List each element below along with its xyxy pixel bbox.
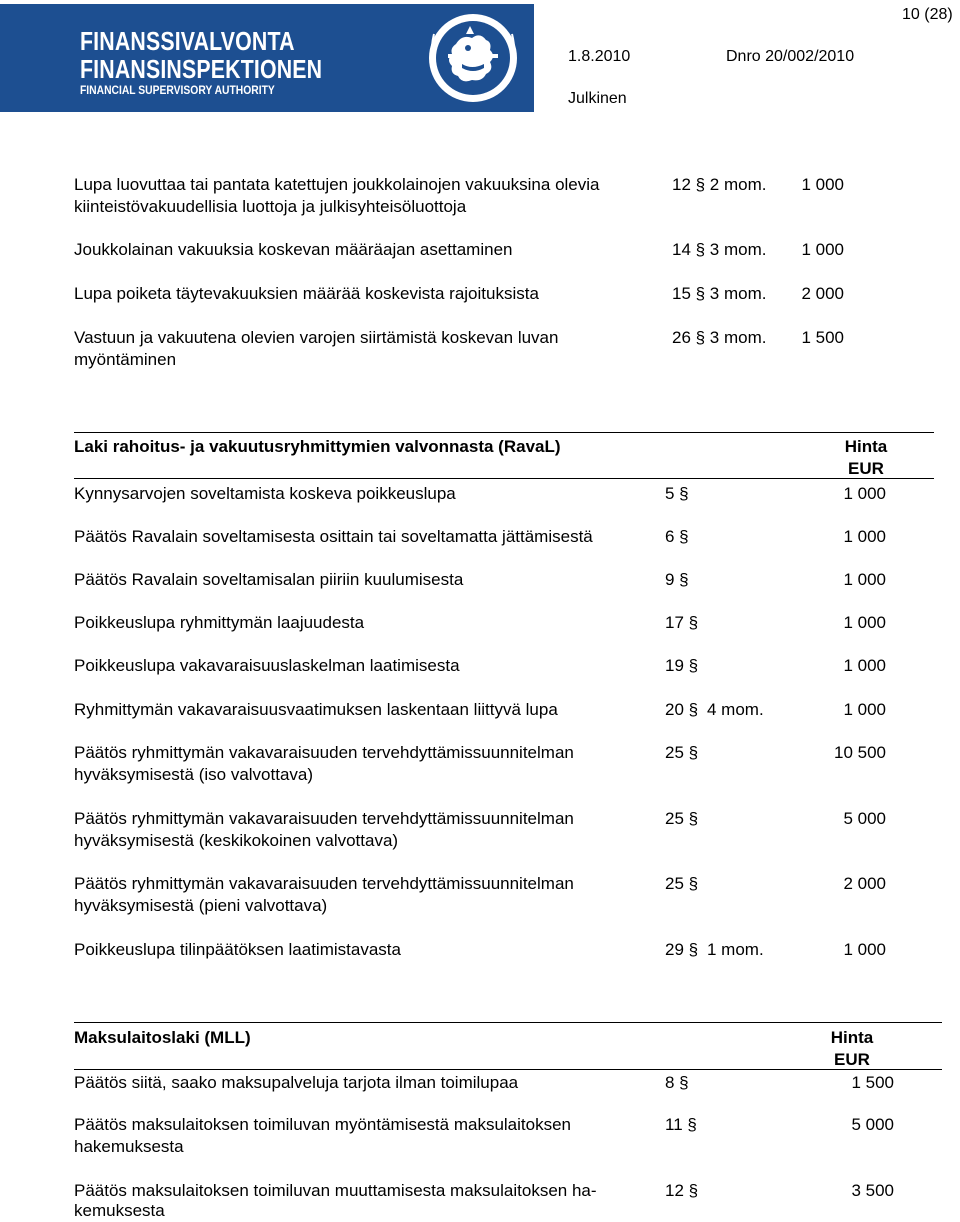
fee-description-cont: hyväksymisestä (keskikokoinen valvottava) — [74, 831, 399, 850]
fee-section: 5 § — [665, 484, 689, 503]
fee-description: Päätös ryhmittymän vakavaraisuuden tervehdyttämissuunnitelman — [74, 874, 574, 893]
fee-amount: 1 000 — [843, 527, 886, 546]
fee-amount: 5 000 — [843, 809, 886, 828]
mll-table-title: Maksulaitoslaki (MLL) — [74, 1028, 251, 1047]
raval-price-currency: EUR — [848, 459, 884, 478]
fee-description: Päätös Ravalain soveltamisalan piiriin kuulumisesta — [74, 570, 464, 589]
fee-amount: 1 000 — [801, 175, 844, 194]
fee-amount: 3 500 — [851, 1181, 894, 1200]
fee-amount: 1 500 — [851, 1073, 894, 1092]
fee-description-cont: hakemuksesta — [74, 1137, 184, 1156]
mll-price-currency: EUR — [834, 1050, 870, 1069]
document-date: 1.8.2010 — [568, 48, 631, 65]
mll-price-header: Hinta — [830, 1028, 874, 1047]
fee-section: 26 § 3 mom. — [672, 328, 767, 347]
fee-description: Lupa luovuttaa tai pantata katettujen joukkolainojen vakuuksina olevia — [74, 175, 600, 194]
fee-description: Poikkeuslupa ryhmittymän laajuudesta — [74, 613, 365, 632]
fee-description: Päätös siitä, saako maksupalveluja tarjota ilman toimilupaa — [74, 1073, 519, 1092]
fee-description-cont: hyväksymisestä (pieni valvottava) — [74, 896, 328, 915]
table-top-rule — [74, 1022, 942, 1023]
table-header-rule — [74, 478, 934, 479]
fee-description: Poikkeuslupa vakavaraisuuslaskelman laatimisesta — [74, 656, 460, 675]
fee-amount: 1 000 — [843, 656, 886, 675]
fee-amount: 1 000 — [843, 700, 886, 719]
logo-line-3: FINANCIAL SUPERVISORY AUTHORITY — [80, 83, 275, 97]
table-header-rule — [74, 1069, 942, 1070]
authority-logo — [0, 4, 534, 112]
fee-section: 14 § 3 mom. — [672, 240, 767, 259]
fee-amount: 10 500 — [834, 743, 886, 762]
fee-description: Päätös Ravalain soveltamisesta osittain tai soveltamatta jättämisestä — [74, 527, 593, 546]
fee-description: Päätös ryhmittymän vakavaraisuuden tervehdyttämissuunnitelman — [74, 743, 574, 762]
fee-description: Lupa poiketa täytevakuuksien määrää koskevista rajoituksista — [74, 284, 539, 303]
fee-description: Vastuun ja vakuutena olevien varojen siirtämistä koskevan luvan — [74, 328, 559, 347]
page-number: 10 (28) — [902, 6, 953, 23]
fee-description: Ryhmittymän vakavaraisuusvaatimuksen laskentaan liittyvä lupa — [74, 700, 558, 719]
fee-section: 8 § — [665, 1073, 689, 1092]
fee-amount: 1 000 — [801, 240, 844, 259]
logo-line-1: FINANSSIVALVONTA — [80, 26, 295, 56]
fee-description: Kynnysarvojen soveltamista koskeva poikkeuslupa — [74, 484, 456, 503]
fee-section: 25 § — [665, 743, 699, 762]
fee-subsection: 4 mom. — [707, 700, 764, 719]
fee-subsection: 1 mom. — [707, 940, 764, 959]
fee-section: 25 § — [665, 874, 699, 893]
fee-amount: 1 000 — [843, 484, 886, 503]
fee-section: 17 § — [665, 613, 699, 632]
classification: Julkinen — [568, 90, 627, 107]
fee-section: 20 § — [665, 700, 699, 719]
raval-price-header: Hinta — [844, 437, 888, 456]
document-reference: Dnro 20/002/2010 — [726, 48, 855, 65]
table-top-rule — [74, 432, 934, 433]
fee-amount: 1 000 — [843, 940, 886, 959]
fee-section: 19 § — [665, 656, 699, 675]
fee-section: 29 § — [665, 940, 699, 959]
fee-section: 12 § — [665, 1181, 699, 1200]
fee-amount: 1 000 — [843, 570, 886, 589]
fee-section: 25 § — [665, 809, 699, 828]
fee-section: 9 § — [665, 570, 689, 589]
fee-description: Päätös maksulaitoksen toimiluvan muuttamisesta maksulaitoksen ha- — [74, 1181, 597, 1200]
fee-amount: 5 000 — [851, 1115, 894, 1134]
fee-description: Päätös maksulaitoksen toimiluvan myöntämisestä maksulaitoksen — [74, 1115, 572, 1134]
fee-description-cont: hyväksymisestä (iso valvottava) — [74, 765, 314, 784]
raval-table-title: Laki rahoitus- ja vakuutusryhmittymien valvonnasta (RavaL) — [74, 437, 561, 456]
fee-amount: 2 000 — [843, 874, 886, 893]
fee-section: 6 § — [665, 527, 689, 546]
logo-line-2: FINANSINSPEKTIONEN — [80, 54, 323, 84]
fee-description: Poikkeuslupa tilinpäätöksen laatimistavasta — [74, 940, 401, 959]
fee-amount: 1 000 — [843, 613, 886, 632]
lion-seal-icon — [412, 4, 534, 112]
fee-description: Joukkolainan vakuuksia koskevan määräajan asettaminen — [74, 240, 513, 259]
fee-section: 11 § — [665, 1115, 697, 1134]
fee-description: Päätös ryhmittymän vakavaraisuuden tervehdyttämissuunnitelman — [74, 809, 574, 828]
fee-section: 15 § 3 mom. — [672, 284, 767, 303]
fee-description-cont: kiinteistövakuudellisia luottoja ja julkisyhteisöluottoja — [74, 197, 467, 216]
fee-description-cont: kemuksesta — [74, 1201, 165, 1220]
fee-amount: 2 000 — [801, 284, 844, 303]
fee-amount: 1 500 — [801, 328, 844, 347]
fee-section: 12 § 2 mom. — [672, 175, 767, 194]
fee-description-cont: myöntäminen — [74, 350, 177, 369]
